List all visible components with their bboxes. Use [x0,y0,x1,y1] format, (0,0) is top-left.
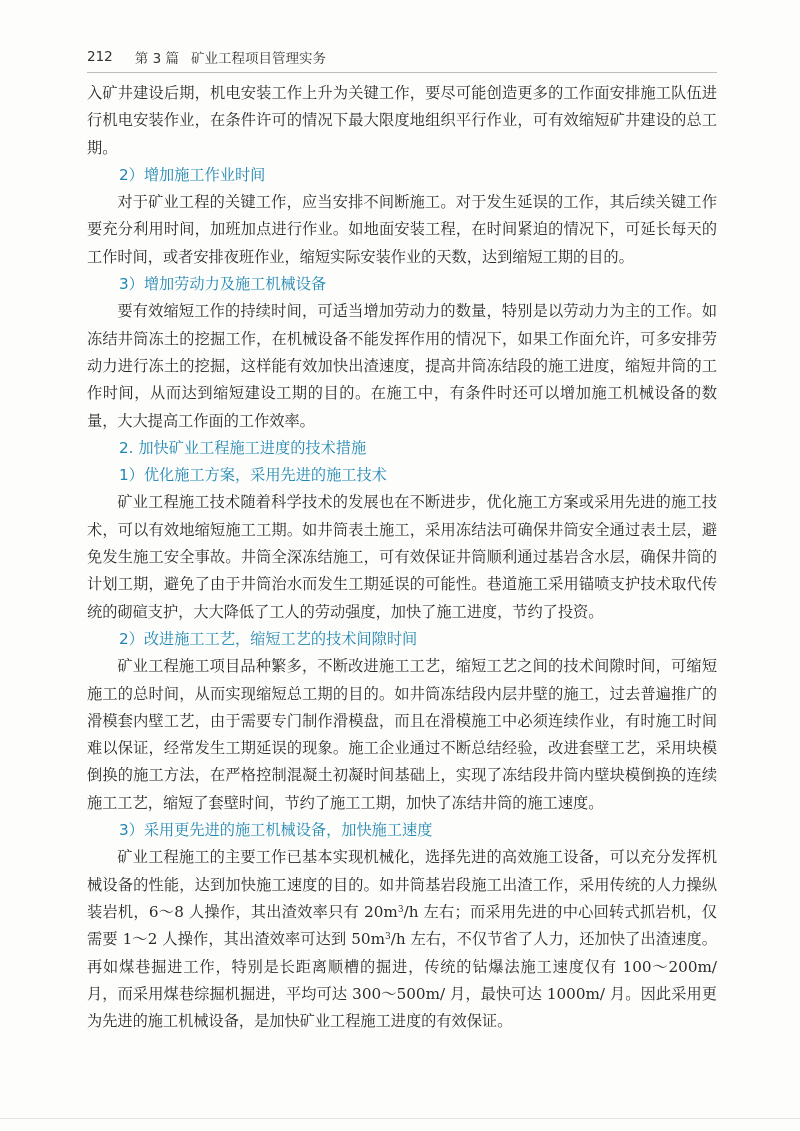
page-number: 212 [87,49,113,65]
paragraph-increase-labor-equipment: 要有效缩短工作的持续时间，可适当增加劳动力的数量，特别是以劳动力为主的工作。如冻结井筒冻土的挖掘工作，在机械设备不能发挥作用的情况下，如果工作面允许，可多安排劳动力进行冻土的挖掘，这样能有效加快出渣速度，提高井筒冻结段的施工进度，缩短井筒的工作时间，从而达到缩短建设工期的目的。在施工中，有条件时还可以增加施工机械设备的数量，大大提高工作面的工作效率。 [87,302,717,430]
part-label: 第 3 篇 [134,51,179,67]
heading-increase-labor-equipment: 3）增加劳动力及施工机械设备 [119,275,327,294]
paragraph-advanced-machinery [87,844,717,1035]
paragraph-increase-work-time: 对于矿业工程的关键工作，应当安排不间断施工。对于发生延误的工作，其后续关键工作要充分利用时间，加班加点进行作业。如地面安装工程，在时间紧迫的情况下，可延长每天的工作时间，或者安排夜班作业，缩短实际安装作业的天数，达到缩短工期的目的。 [87,193,717,266]
page-header [87,44,727,70]
cubic-superscript: 3 [385,932,391,943]
paragraph-optimize-plan: 矿业工程施工技术随着科学技术的发展也在不断进步，优化施工方案或采用先进的施工技术，可以有效地缩短施工工期。如井筒表土施工，采用冻结法可确保井筒安全通过表土层，避免发生施工安全事故。井筒全深冻结施工，可有效保证井筒顺利通过基岩含水层，确保井筒的计划工期，避免了由于井筒治水而发生工期延误的可能性。巷道施工采用锚喷支护技术取代传统的砌碹支护，大大降低了工人的劳动强度，加快了施工进度，节约了投资。 [87,493,717,621]
heading-improve-process: 2）改进施工工艺，缩短工艺的技术间隙时间 [119,629,418,648]
heading-increase-work-time: 2）增加施工作业时间 [119,165,266,184]
page-bottom-edge [0,1118,800,1119]
machinery-text-part-2: /h 左右；而采用先进的中心回转式抓岩机，仅需要 1～2 人操作，其出渣效率可达到 50m [87,902,717,949]
intro-paragraph: 入矿井建设后期，机电安装工作上升为关键工作，要尽可能创造更多的工作面安排施工队伍进行机电安装作业，在条件许可的情况下最大限度地组织平行作业，可有效缩短矿井建设的总工期。 [87,84,717,157]
paragraph-improve-process: 矿业工程施工项目品种繁多，不断改进施工工艺，缩短工艺之间的技术间隙时间，可缩短施工的总时间，从而实现缩短总工期的目的。如井筒冻结段内层井壁的施工，过去普遍推广的滑模套内壁工艺，由于需要专门制作滑模盘，而且在滑模施工中必须连续作业，有时施工时间难以保证，经常发生工期延误的现象。施工企业通过不断总结经验，改进套壁工艺，采用块模倒换的施工方法，在严格控制混凝土初凝时间基础上，实现了冻结段井筒内壁块模倒换的连续施工工艺，缩短了套壁时间，节约了施工工期，加快了冻结井筒的施工速度。 [87,657,717,812]
book-section-title: 矿业工程项目管理实务 [190,51,326,67]
page-body [87,80,717,1035]
header-divider [87,72,717,73]
machinery-text-part-1: 矿业工程施工的主要工作已基本实现机械化，选择先进的高效施工设备，可以充分发挥机械设备的性能，达到加快施工速度的目的。如井筒基岩段施工出渣工作，采用传统的人力操纵装岩机，6～8 人操作，其出渣效率只有 20m [87,848,717,921]
heading-technical-measures: 2. 加快矿业工程施工进度的技术措施 [119,438,367,457]
heading-advanced-machinery: 3）采用更先进的施工机械设备，加快施工速度 [119,821,433,840]
machinery-text-part-3: /h 左右，不仅节省了人力，还加快了出渣速度。再如煤巷掘进工作，特别是长距离顺槽的掘进，传统的钻爆法施工速度仅有 100～200m/ 月，而采用煤巷综掘机掘进，平均可达 300～500m/ 月，最快可达 1000m/ 月。因此采用更为先进的施工机械设备，是加快矿业工程施工进度的有效保证。 [87,930,717,1031]
heading-optimize-plan: 1）优化施工方案，采用先进的施工技术 [119,466,387,485]
cubic-superscript: 3 [397,904,404,915]
